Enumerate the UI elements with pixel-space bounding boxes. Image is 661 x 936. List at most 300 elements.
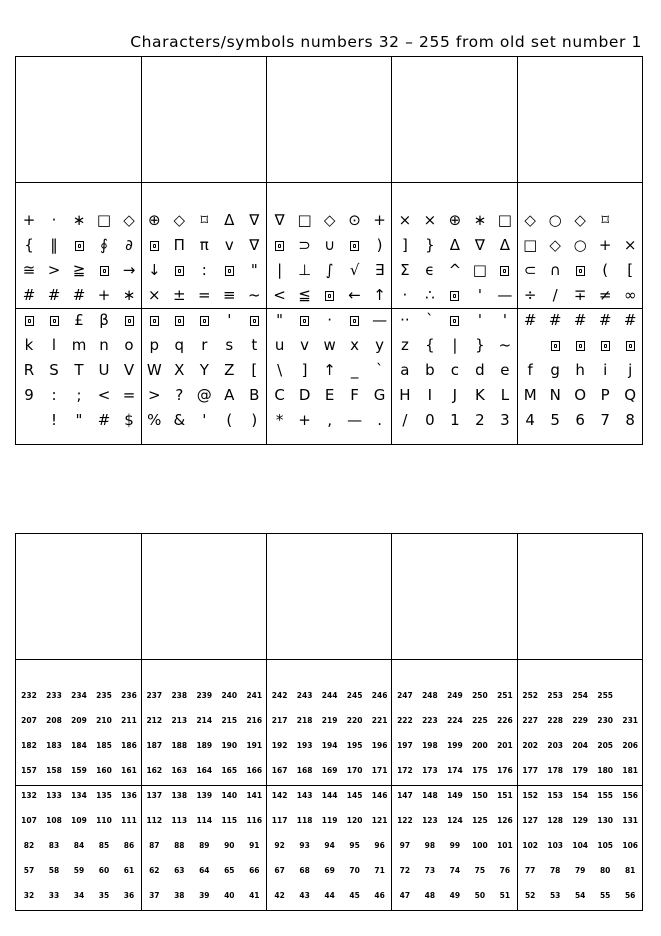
symbol-cell: ↑ [373, 286, 386, 304]
code-number-cell: 114 [196, 815, 213, 825]
code-number-cell: 111 [121, 815, 137, 825]
symbol-cell: · [51, 211, 57, 229]
code-number-cell: 120 [346, 815, 363, 825]
code-number-cell: 42 [274, 890, 285, 900]
symbol-cell: □ [472, 261, 487, 279]
symbol-cell: # [523, 311, 537, 329]
symbol-cell: * [275, 411, 284, 429]
symbol-cell: { [24, 236, 34, 254]
symbol-cell: s [225, 336, 234, 354]
symbol-cell: ∗ [122, 286, 136, 304]
code-number-cell: 252 [522, 690, 539, 700]
code-number-cell: 69 [324, 865, 335, 875]
code-number-cell: 158 [46, 765, 62, 775]
symbol-cell: ◇ [574, 211, 586, 229]
code-number-cell: 195 [346, 740, 363, 750]
symbol-cell: ϵ [425, 261, 435, 279]
code-number-cell: 40 [224, 890, 235, 900]
code-number-cell: 104 [572, 840, 589, 850]
code-number-cell: 133 [46, 790, 62, 800]
missing-glyph-icon [142, 233, 167, 258]
symbol-cell: ◇ [123, 211, 135, 229]
code-number-cell: 170 [346, 765, 363, 775]
code-number-cell: 124 [447, 815, 463, 825]
missing-glyph-box [225, 266, 234, 276]
symbol-cell [17, 408, 42, 433]
code-number-cell: 207 [21, 715, 37, 725]
code-number-cell: 118 [296, 815, 313, 825]
code-number-cell: 53 [549, 890, 561, 900]
symbol-cell: ! [50, 411, 57, 429]
code-number-cell: 160 [96, 765, 112, 775]
code-number-cell: 193 [296, 740, 313, 750]
code-number-cell: 41 [249, 890, 260, 900]
symbol-cell: □ [497, 211, 512, 229]
symbol-cell: K [474, 386, 485, 404]
symbol-cell: + [598, 236, 612, 254]
symbol-cell: · [327, 311, 332, 329]
symbol-cell: ⌑ [200, 211, 209, 229]
code-number-cell: 236 [121, 690, 137, 700]
symbol-cell: ? [175, 386, 184, 404]
code-number-cell: 46 [374, 890, 385, 900]
symbol-cell: 0 [425, 411, 435, 429]
code-number-cell: 146 [371, 790, 388, 800]
symbol-cell: ∂ [125, 236, 133, 254]
missing-glyph-icon [568, 333, 593, 358]
symbol-cell: 7 [600, 411, 610, 429]
symbol-cell: ' [202, 411, 207, 429]
symbol-cell: ± [173, 286, 186, 304]
code-number-cell: 50 [474, 890, 486, 900]
code-number-cell: 66 [249, 865, 260, 875]
symbol-cell: ∇ [249, 236, 260, 254]
symbol-cell: W [146, 361, 162, 379]
code-number-cell: 131 [622, 815, 639, 825]
symbol-cell: □ [297, 211, 312, 229]
symbol-cell: l [51, 336, 57, 354]
code-number-cell: 188 [171, 740, 188, 750]
symbol-cell: # [623, 311, 637, 329]
code-number-cell: 62 [149, 865, 160, 875]
symbol-cell: ↓ [148, 261, 161, 279]
symbol-cell: Y [199, 361, 209, 379]
code-number-cell: 113 [171, 815, 188, 825]
code-number-cell: 202 [522, 740, 539, 750]
symbol-cell: ( [602, 261, 609, 279]
symbol-cell: ∃ [374, 261, 385, 279]
code-number-cell: 83 [48, 840, 60, 850]
symbol-cell: ] [301, 361, 308, 379]
symbol-cell: 6 [575, 411, 585, 429]
symbol-cell: { [425, 336, 435, 354]
symbol-cell: ` [375, 361, 384, 379]
code-number-cell: 34 [73, 890, 85, 900]
symbol-cell: ∞ [623, 286, 637, 304]
missing-glyph-icon [342, 233, 367, 258]
symbol-cell: ∫ [325, 261, 334, 279]
code-number-cell: 140 [221, 790, 238, 800]
symbol-cell: / [402, 411, 408, 429]
code-number-cell: 39 [199, 890, 210, 900]
code-number-cell: 136 [121, 790, 137, 800]
symbol-cell: ' [502, 311, 507, 329]
symbol-cell [618, 208, 643, 233]
code-number-cell: 198 [422, 740, 438, 750]
code-number-cell: 153 [547, 790, 564, 800]
code-number-cell: 52 [524, 890, 536, 900]
symbol-cell: ○ [548, 211, 562, 229]
code-number-cell: 210 [96, 715, 112, 725]
page-title: Characters/symbols numbers 32 – 255 from old set number 1 [130, 33, 642, 51]
missing-glyph-box [100, 266, 109, 276]
symbol-cell: " [276, 311, 284, 329]
symbol-cell: : [201, 261, 207, 279]
code-number-cell: 254 [572, 690, 589, 700]
code-number-cell: 189 [196, 740, 213, 750]
symbol-cell: a [400, 361, 410, 379]
code-number-cell: 187 [146, 740, 163, 750]
code-number-cell: 137 [146, 790, 163, 800]
missing-glyph-icon [267, 233, 292, 258]
missing-glyph-icon [618, 333, 643, 358]
symbol-cell: X [174, 361, 185, 379]
code-number-cell: 204 [572, 740, 589, 750]
code-number-cell: 162 [146, 765, 163, 775]
symbol-cell: □ [523, 236, 538, 254]
code-number-cell: 180 [597, 765, 614, 775]
code-number-cell: 208 [46, 715, 62, 725]
symbol-cell: d [475, 361, 485, 379]
code-number-cell: 203 [547, 740, 564, 750]
symbol-cell: ≦ [298, 286, 311, 304]
code-number-cell: 181 [622, 765, 639, 775]
symbol-cell: | [277, 261, 283, 279]
symbol-cell: ' [227, 311, 232, 329]
symbol-cell: ∪ [324, 236, 336, 254]
code-number-cell: 149 [447, 790, 463, 800]
code-number-cell: 211 [121, 715, 137, 725]
code-number-cell: 190 [221, 740, 238, 750]
code-number-cell: 122 [397, 815, 413, 825]
code-number-cell: 103 [547, 840, 564, 850]
code-number-cell: 221 [371, 715, 388, 725]
symbol-cell: j [628, 361, 633, 379]
symbol-cell: — [372, 311, 388, 329]
symbol-cell: β [99, 311, 109, 329]
symbol-cell: B [249, 386, 260, 404]
code-number-cell: 233 [46, 690, 62, 700]
code-number-cell: 154 [572, 790, 589, 800]
code-number-cell: 255 [597, 690, 614, 700]
symbol-cell: V [123, 361, 135, 379]
code-number-cell: 82 [23, 840, 35, 850]
code-number-cell: 174 [447, 765, 463, 775]
code-number-cell: 166 [246, 765, 263, 775]
symbol-cell: < [273, 286, 286, 304]
code-number-cell: 165 [221, 765, 238, 775]
code-number-cell: 81 [624, 865, 636, 875]
code-number-cell: 178 [547, 765, 564, 775]
symbol-cell: ) [376, 236, 383, 254]
symbol-cell: × [148, 286, 161, 304]
symbol-cell: w [323, 336, 336, 354]
code-number-cell: 145 [346, 790, 363, 800]
code-number-cell: 100 [472, 840, 488, 850]
symbol-cell: q [174, 336, 185, 354]
symbol-cell: + [298, 411, 311, 429]
symbol-cell: m [71, 336, 87, 354]
symbol-cell: ◇ [323, 211, 336, 229]
missing-glyph-icon [92, 258, 117, 283]
code-number-cell: 77 [524, 865, 536, 875]
code-number-cell: 163 [171, 765, 188, 775]
symbol-cell: % [147, 411, 162, 429]
code-number-cell: 237 [146, 690, 163, 700]
code-number-cell: 51 [499, 890, 511, 900]
code-number-cell: 63 [174, 865, 185, 875]
code-number-cell: 138 [171, 790, 188, 800]
missing-glyph-box [150, 241, 159, 251]
symbol-cell: ∩ [549, 261, 561, 279]
code-number-cell: 99 [449, 840, 461, 850]
code-number-cell: 144 [321, 790, 338, 800]
code-number-cell: 106 [622, 840, 639, 850]
symbol-cell: ] [401, 236, 408, 254]
missing-glyph-box [200, 316, 209, 326]
symbol-cell: > [47, 261, 61, 279]
code-number-cell: 73 [424, 865, 436, 875]
code-number-cell: 196 [371, 740, 388, 750]
code-number-cell: 201 [497, 740, 513, 750]
code-number-cell: 65 [224, 865, 235, 875]
code-number-cell: 224 [447, 715, 463, 725]
code-number-cell: 244 [321, 690, 338, 700]
missing-glyph-box [275, 241, 284, 251]
symbol-cell: π [199, 236, 209, 254]
code-number-cell: 64 [199, 865, 210, 875]
code-number-cell: 186 [121, 740, 137, 750]
symbol-cell: # [72, 286, 86, 304]
symbol-cell: × [423, 211, 437, 229]
code-number-cell: 76 [499, 865, 511, 875]
missing-glyph-box [50, 316, 59, 326]
symbol-cell: J [452, 386, 458, 404]
code-number-cell: 230 [597, 715, 614, 725]
code-number-cell: 68 [299, 865, 310, 875]
symbol-cell: ∗ [473, 211, 487, 229]
code-number-cell: 250 [472, 690, 488, 700]
symbol-cell: ' [477, 311, 482, 329]
symbol-cell: " [75, 411, 83, 429]
code-number-cell: 159 [71, 765, 87, 775]
missing-glyph-icon [142, 308, 167, 333]
code-number-cell: 48 [424, 890, 436, 900]
symbol-cell: F [350, 386, 359, 404]
symbol-cell: ∇ [274, 211, 285, 229]
code-number-cell: 183 [46, 740, 62, 750]
symbol-cell: Δ [449, 236, 461, 254]
code-number-cell: 227 [522, 715, 539, 725]
code-number-cell: 70 [349, 865, 360, 875]
missing-glyph-box [450, 316, 459, 326]
code-number-cell: 177 [522, 765, 539, 775]
code-number-cell: 45 [349, 890, 360, 900]
code-number-cell: 126 [497, 815, 513, 825]
code-number-cell: 238 [171, 690, 188, 700]
symbol-cell: z [400, 336, 409, 354]
symbol-cell: ← [348, 286, 361, 304]
missing-glyph-icon [317, 283, 342, 308]
missing-glyph-icon [543, 333, 568, 358]
missing-glyph-box [300, 316, 309, 326]
symbol-cell: ( [226, 411, 233, 429]
code-number-cell: 128 [547, 815, 564, 825]
row-divider [16, 659, 642, 660]
code-number-cell: 157 [21, 765, 37, 775]
symbol-cell: h [575, 361, 585, 379]
symbol-cell: ≅ [22, 261, 36, 279]
symbol-cell: = [122, 386, 136, 404]
symbol-cell: \ [277, 361, 283, 379]
symbol-cell: [ [627, 261, 634, 279]
missing-glyph-icon [442, 308, 467, 333]
code-number-cell: 151 [497, 790, 513, 800]
symbol-cell: + [97, 286, 111, 304]
code-number-cell: 241 [246, 690, 263, 700]
code-number-cell: 148 [422, 790, 438, 800]
code-number-cell: 93 [299, 840, 310, 850]
symbol-cell: T [74, 361, 84, 379]
code-number-cell: 37 [149, 890, 160, 900]
code-number-cell: 95 [349, 840, 360, 850]
code-number-cell: 242 [271, 690, 288, 700]
code-number-cell: 90 [224, 840, 235, 850]
missing-glyph-icon [167, 258, 192, 283]
code-number-cell: 155 [597, 790, 614, 800]
symbol-cell: y [375, 336, 385, 354]
symbol-cell: ≠ [598, 286, 612, 304]
missing-glyph-icon [492, 258, 517, 283]
code-number-cell: 105 [597, 840, 614, 850]
code-number-cell: 239 [196, 690, 213, 700]
code-number-cell: 86 [123, 840, 135, 850]
code-number-cell: 245 [346, 690, 363, 700]
symbol-cell: 5 [550, 411, 560, 429]
code-number-cell: 60 [98, 865, 110, 875]
symbol-cell: ∇ [249, 211, 260, 229]
code-number-cell: 246 [371, 690, 388, 700]
code-number-cell: 117 [271, 815, 288, 825]
code-number-cell: 240 [221, 690, 238, 700]
symbol-cell: 8 [625, 411, 635, 429]
code-number-cell: 110 [96, 815, 112, 825]
symbol-cell: ·· [400, 311, 410, 329]
symbol-cell: R [23, 361, 35, 379]
code-number-cell: 112 [146, 815, 163, 825]
symbol-cell: . [377, 411, 382, 429]
code-number-cell: 182 [21, 740, 37, 750]
symbol-cell [518, 333, 543, 358]
symbol-cell: · [402, 286, 408, 304]
code-number-cell: 74 [449, 865, 461, 875]
code-number-cell: 185 [96, 740, 112, 750]
symbol-cell: [ [251, 361, 258, 379]
symbol-cell: > [148, 386, 161, 404]
code-number-cell: 173 [422, 765, 438, 775]
symbol-cell: Δ [224, 211, 235, 229]
missing-glyph-box [350, 241, 359, 251]
code-number-cell: 143 [296, 790, 313, 800]
symbol-cell: Z [224, 361, 235, 379]
symbol-cell: ◇ [549, 236, 561, 254]
code-number-cell: 72 [399, 865, 411, 875]
symbol-cell: ⊕ [148, 211, 161, 229]
symbol-cell: ÷ [523, 286, 537, 304]
code-number-cell: 78 [549, 865, 561, 875]
missing-glyph-box [551, 341, 560, 351]
symbol-cell: # [22, 286, 36, 304]
code-number-cell: 142 [271, 790, 288, 800]
code-number-cell: 125 [472, 815, 488, 825]
code-number-cell: 191 [246, 740, 263, 750]
code-number-cell: 172 [397, 765, 413, 775]
code-number-cell: 206 [622, 740, 639, 750]
symbol-cell: ⊂ [523, 261, 537, 279]
code-number-cell: 251 [497, 690, 513, 700]
code-number-cell: 61 [123, 865, 135, 875]
code-number-cell: 101 [497, 840, 513, 850]
symbol-cell: Δ [499, 236, 511, 254]
symbol-cell: # [548, 311, 562, 329]
code-number-cell: 213 [171, 715, 188, 725]
symbol-cell: G [373, 386, 386, 404]
code-number-cell: 43 [299, 890, 310, 900]
code-number-cell: 123 [422, 815, 438, 825]
code-number-cell: 80 [599, 865, 611, 875]
symbol-cell: b [425, 361, 435, 379]
symbol-cell: i [603, 361, 608, 379]
code-number-cell: 156 [622, 790, 639, 800]
missing-glyph-box [576, 341, 585, 351]
code-number-cell: 134 [71, 790, 87, 800]
missing-glyph-box [450, 291, 459, 301]
symbol-cell: ↑ [323, 361, 336, 379]
missing-glyph-box [175, 316, 184, 326]
code-number-cell: 171 [371, 765, 388, 775]
symbol-cell: / [552, 286, 558, 304]
symbol-cell: , [327, 411, 332, 429]
symbol-cell: C [274, 386, 285, 404]
missing-glyph-icon [242, 308, 267, 333]
symbol-cell: 1 [450, 411, 460, 429]
code-number-cell: 194 [321, 740, 338, 750]
code-number-cell: 192 [271, 740, 288, 750]
symbol-cell: S [49, 361, 59, 379]
code-number-cell: 127 [522, 815, 539, 825]
symbol-cell: r [201, 336, 208, 354]
code-number-cell: 55 [599, 890, 611, 900]
missing-glyph-box [175, 266, 184, 276]
symbol-cell: t [251, 336, 258, 354]
symbol-cell: } [475, 336, 485, 354]
symbol-cell: M [523, 386, 537, 404]
symbol-cell: g [550, 361, 560, 379]
symbol-cell: c [450, 361, 460, 379]
code-number-cell: 88 [174, 840, 185, 850]
code-number-cell: 150 [472, 790, 488, 800]
symbol-cell: # [573, 311, 587, 329]
